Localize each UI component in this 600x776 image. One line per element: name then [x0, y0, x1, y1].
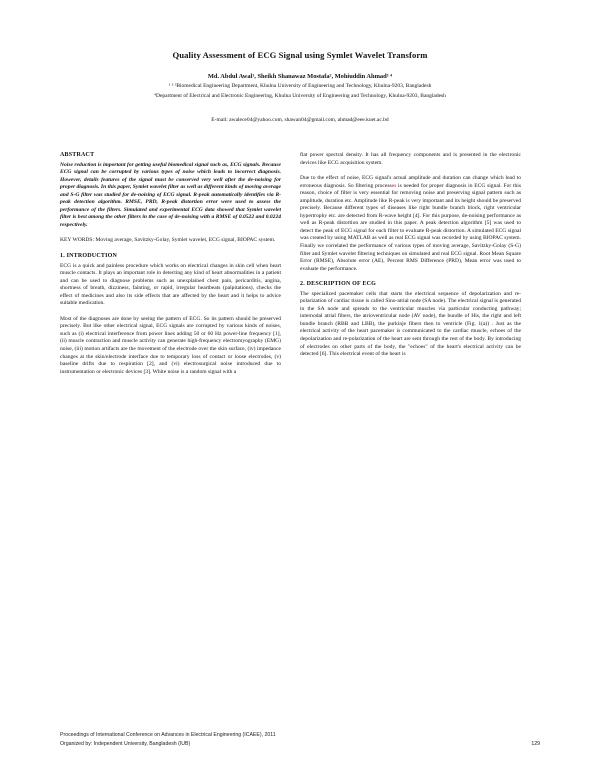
abstract-heading: ABSTRACT [60, 152, 95, 158]
introduction-heading: 1. INTRODUCTION [60, 253, 118, 260]
author-list: Md. Abdul Awal¹, Sheikh Shanawaz Mostafa², Mohiuddin Ahmad³ ⁴ [207, 73, 393, 80]
intro-paragraph-4-part-b: is needed for proper diagnosis in ECG signal. For this reason, choice of filter is very essential for removing noise and preserving signal pattern such as amplitude, duration etc. Amplitude like R-peak is very important and its height should be preserved precisely. Because different types of diseases like right bundle branch block, right ventricular hypertrophy etc. are detected from R-wave height [4]. For this purpose, de-noising performance as well as R-peak distortion are studied in this paper. A peak detection algorithm [5] was used to detect the peak of ECG signal for each filter to evaluate R-peak distortion. A simulated ECG signal was created by using MATLAB as well as real ECG signal was recorded by using BIOPAC system. Finally we correlated the performance of various types of moving average, Savitzky-Golay (S-G) filter and Symlet wavelet filtering techniques on simulated and real ECG signal. Root Mean Square Error (RMSE), Absolute error (AE), Percent RMS Difference (PRD), Mean error was used to evaluate the performance. [300, 182, 521, 272]
left-column [60, 152, 281, 384]
page-number: 129 [531, 741, 540, 747]
ecg-description-paragraph: The specialized pacemaker cells that starts the electrical sequence of depolarization and re-polarization of cardiac tissue is called Sino-atrial node (SA node). The electrical signal is generated in the SA node and spreads to the ventricular muscles via particular conducting pathway; internodal atrial fibers, the atrioventricular node (AV node), the bundle of His, the right and left bundle branch (RBB and LBB), the purkinje fibers then to ventricle (Fig. 1(a)) . Just as the electrical activity of the heart pacemaker is communicated to the cardiac muscle, echoes of the depolarization and re-polarization of the heart are sent through the rest of the body. By introducing of electrodes on other parts of the body, the "echoes" of the heart's electrical activity can be detected [6]. This electrical event of the heart is [300, 290, 521, 358]
paper-title: Quality Assessment of ECG Signal using Symlet Wavelet Transform [172, 50, 428, 60]
intro-paragraph-3: flat power spectral density. It has all frequency components and is presented in the electronic devices like ECG acquisition system. [300, 152, 521, 166]
author-emails: E-mail: awalece04@yahoo.com, shawan04@gmail.com, ahmad@eee.kuet.ac.bd [211, 117, 389, 123]
footer-proceedings: Proceedings of International Conference on Advances in Electrical Engineering (ICAEE), 2011 [60, 732, 276, 738]
affiliation-1: ¹ ² ³Biomedical Engineering Department, Khulna University of Engineering and Technology, Khulna-9203, Bangladesh [168, 83, 432, 89]
ecg-description-heading: 2. DESCRIPTION OF ECG [300, 281, 376, 288]
affiliation-2: ⁴Department of Electrical and Electronic Engineering, Khulna University of Engineering and Technology, Khulna-9203, Bangladesh [154, 93, 446, 99]
footer-organizer: Organized by: Independent University, Bangladesh (IUB) [60, 741, 191, 747]
right-column [300, 152, 521, 367]
highlighted-text: es [391, 182, 397, 189]
intro-paragraph-4-part-a: Due to the effect of noise, ECG signal's actual amplitude and duration can change which lead to erroneous diagnosis. So filtering process [300, 175, 521, 189]
intro-paragraph-2: Most of the diagnoses are done by seeing the pattern of ECG. So its pattern should be preserved precisely. But like other electrical signal, ECG signals are corrupted by various kinds of noises, such as (i) electrical interference from power lines adding 50 or 60 Hz power-line frequency [1], (ii) muscle contraction and muscle activity can generate high-frequency electromyography (EMG) noise, (iii) motion artifacts are the movement of the electrode over the skin surface, (iv) impedance changes at the skin/electrode interface due to temporary loss of contact or loose electrodes, (v) baseline drifts due to respiration [2], and (vi) electrosurgical noise introduced due to instrumentation or electronic devices [3]. White noise is a random signal with a [60, 315, 281, 375]
keywords: KEY WORDS: Moving average, Savitzky-Golay, Symlet wavelet, ECG signal, BIOPAC system. [60, 237, 276, 244]
abstract-body: Noise reduction is important for getting useful biomedical signal such as, ECG signals. Because ECG signal can be corrupted by various types of noise which leads to incorrect diagnosis. However, details features of the signal must be conserved very well after the de-noising for proper diagnosis. In this paper, Symlet wavelet filter as well as different kinds of moving average and S-G filter was studied for de-noising of ECG signal. R-peak automatically identifies via R-peak detection algorithm. RMSE, PRD, R-peak distortion error were used to assess the performance of the filters. Simulated and experimental ECG data showed that Symlet wavelet filter is best among the other filters in the case of de-noising with a RMSE of 0.0522 and 0.0224 respectively. [60, 161, 281, 228]
intro-paragraph-4 [300, 175, 521, 273]
intro-paragraph-1: ECG is a quick and painless procedure which works on electrical changes in skin cell when heart muscle contacts. It plays an important role in detecting any kind of heart abnormalities in a patient and can be used to diagnose problems such as unexplained chest pain, pericarditis, angina, shortness of breath, dizziness, fainting, or rapid, irregular heartbeats (palpitations), checks the effect of medicines and also its side effects that are affected by the heart and it helps to advice suitable medication. [60, 262, 281, 307]
